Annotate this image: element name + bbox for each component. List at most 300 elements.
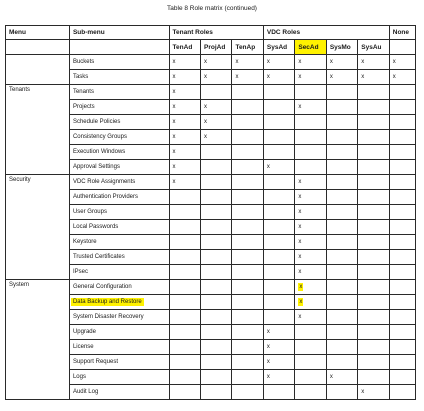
permission-cell <box>232 250 263 265</box>
permission-mark: x <box>329 59 333 65</box>
permission-cell <box>169 175 200 190</box>
permission-cell <box>295 160 326 175</box>
header-role-tenap: TenAp <box>232 40 263 55</box>
permission-cell <box>263 115 294 130</box>
permission-cell <box>295 85 326 100</box>
permission-cell <box>232 100 263 115</box>
permission-cell <box>358 310 390 325</box>
permission-cell <box>358 340 390 355</box>
header-menu: Menu <box>6 26 70 40</box>
header-row-2 <box>6 40 416 55</box>
permission-mark: x <box>266 164 270 170</box>
submenu-cell <box>69 340 169 355</box>
permission-mark: x <box>299 299 303 305</box>
submenu-cell <box>69 175 169 190</box>
permission-cell <box>295 145 326 160</box>
permission-cell <box>232 265 263 280</box>
permission-cell <box>358 100 390 115</box>
menu-cell <box>6 55 70 85</box>
permission-cell <box>295 115 326 130</box>
permission-mark: x <box>204 119 207 125</box>
permission-cell <box>326 385 357 400</box>
permission-cell <box>326 70 357 85</box>
permission-cell <box>358 355 390 370</box>
submenu-label: Authentication Providers <box>72 194 138 200</box>
permission-cell <box>169 160 200 175</box>
permission-cell <box>263 160 294 175</box>
permission-cell <box>389 55 415 70</box>
permission-cell <box>295 355 326 370</box>
permission-cell <box>358 235 390 250</box>
permission-mark: x <box>266 329 270 335</box>
permission-cell <box>169 70 200 85</box>
permission-cell <box>201 385 232 400</box>
permission-mark: x <box>266 74 270 80</box>
permission-mark: x <box>266 59 270 65</box>
table-caption: Table 8 Role matrix (continued) <box>167 5 257 12</box>
permission-cell <box>169 340 200 355</box>
permission-cell <box>169 115 200 130</box>
permission-cell <box>389 145 415 160</box>
permission-cell <box>232 325 263 340</box>
permission-mark: x <box>298 104 302 110</box>
permission-cell <box>326 235 357 250</box>
permission-cell <box>358 280 390 295</box>
permission-cell <box>263 130 294 145</box>
permission-mark: x <box>298 59 302 65</box>
submenu-label: Tasks <box>72 74 89 80</box>
permission-cell <box>389 70 415 85</box>
permission-cell <box>201 85 232 100</box>
header-blank <box>6 40 70 55</box>
permission-cell <box>389 385 415 400</box>
permission-cell <box>232 85 263 100</box>
permission-cell <box>232 340 263 355</box>
permission-cell <box>201 340 232 355</box>
permission-cell <box>169 55 200 70</box>
permission-cell <box>326 265 357 280</box>
permission-cell <box>295 250 326 265</box>
permission-cell <box>169 100 200 115</box>
permission-cell <box>295 100 326 115</box>
permission-cell <box>232 355 263 370</box>
permission-cell <box>358 55 390 70</box>
permission-mark: x <box>172 134 176 140</box>
submenu-label: Audit Log <box>72 389 99 395</box>
permission-mark: x <box>298 239 302 245</box>
submenu-label: Buckets <box>72 59 95 65</box>
permission-cell <box>232 280 263 295</box>
permission-cell <box>232 370 263 385</box>
header-submenu: Sub-menu <box>69 26 169 40</box>
permission-cell <box>389 160 415 175</box>
permission-cell <box>326 160 357 175</box>
permission-cell <box>201 55 232 70</box>
header-none: None <box>389 26 415 40</box>
submenu-label: VDC Role Assignments <box>72 179 136 185</box>
submenu-label: Data Backup and Restore <box>72 299 142 305</box>
submenu-cell <box>69 145 169 160</box>
permission-cell <box>201 220 232 235</box>
permission-cell <box>389 310 415 325</box>
permission-cell <box>263 295 294 310</box>
permission-cell <box>358 115 390 130</box>
permission-cell <box>232 55 263 70</box>
permission-cell <box>326 280 357 295</box>
permission-cell <box>169 205 200 220</box>
permission-mark: x <box>266 374 270 380</box>
permission-mark: x <box>266 359 270 365</box>
permission-cell <box>169 220 200 235</box>
permission-cell <box>232 235 263 250</box>
permission-cell <box>169 235 200 250</box>
permission-cell <box>201 325 232 340</box>
permission-cell <box>169 370 200 385</box>
submenu-label: Keystore <box>72 239 97 245</box>
submenu-cell <box>69 115 169 130</box>
header-tenant-roles: Tenant Roles <box>169 26 263 40</box>
submenu-label: System Disaster Recovery <box>72 314 144 320</box>
permission-cell <box>169 295 200 310</box>
submenu-label: Local Passwords <box>72 224 119 230</box>
permission-mark: x <box>172 164 176 170</box>
submenu-label: License <box>72 344 94 350</box>
permission-cell <box>295 310 326 325</box>
permission-cell <box>358 385 390 400</box>
submenu-cell <box>69 70 169 85</box>
permission-cell <box>263 175 294 190</box>
permission-cell <box>263 385 294 400</box>
table-row <box>6 175 416 190</box>
permission-cell <box>358 160 390 175</box>
permission-cell <box>232 295 263 310</box>
permission-cell <box>389 280 415 295</box>
permission-mark: x <box>172 104 176 110</box>
matrix-body <box>6 55 416 400</box>
permission-cell <box>326 130 357 145</box>
permission-cell <box>201 370 232 385</box>
permission-cell <box>295 205 326 220</box>
submenu-cell <box>69 295 169 310</box>
permission-cell <box>263 355 294 370</box>
permission-cell <box>295 265 326 280</box>
permission-cell <box>358 145 390 160</box>
role-matrix-table <box>5 25 416 400</box>
submenu-label: General Configuration <box>72 284 132 290</box>
submenu-label: Support Request <box>72 359 118 365</box>
permission-cell <box>389 175 415 190</box>
permission-cell <box>201 310 232 325</box>
permission-cell <box>295 55 326 70</box>
permission-cell <box>263 310 294 325</box>
permission-cell <box>201 355 232 370</box>
permission-cell <box>326 310 357 325</box>
permission-cell <box>295 340 326 355</box>
submenu-label: Approval Settings <box>72 164 120 170</box>
permission-mark: x <box>329 374 333 380</box>
permission-cell <box>201 190 232 205</box>
permission-mark: x <box>298 269 302 275</box>
permission-cell <box>263 100 294 115</box>
submenu-cell <box>69 280 169 295</box>
submenu-cell <box>69 100 169 115</box>
permission-cell <box>232 220 263 235</box>
submenu-cell <box>69 130 169 145</box>
header-role-sysmo: SysMo <box>326 40 357 55</box>
permission-cell <box>295 295 326 310</box>
permission-cell <box>263 325 294 340</box>
permission-cell <box>358 130 390 145</box>
permission-cell <box>295 385 326 400</box>
permission-cell <box>326 250 357 265</box>
permission-cell <box>326 205 357 220</box>
permission-mark: x <box>172 89 176 95</box>
permission-mark: x <box>298 254 302 260</box>
submenu-cell <box>69 310 169 325</box>
permission-mark: x <box>298 314 302 320</box>
permission-cell <box>201 235 232 250</box>
permission-mark: x <box>204 104 207 110</box>
submenu-label: Consistency Groups <box>72 134 127 140</box>
header-role-tenad: TenAd <box>169 40 200 55</box>
permission-cell <box>389 190 415 205</box>
permission-cell <box>389 265 415 280</box>
permission-cell <box>263 190 294 205</box>
permission-mark: x <box>361 389 365 395</box>
permission-mark: x <box>266 344 270 350</box>
permission-cell <box>263 265 294 280</box>
permission-cell <box>232 145 263 160</box>
submenu-cell <box>69 370 169 385</box>
submenu-label: Upgrade <box>72 329 96 335</box>
permission-cell <box>326 295 357 310</box>
permission-mark: x <box>172 119 176 125</box>
permission-mark: x <box>204 59 207 65</box>
permission-cell <box>295 190 326 205</box>
permission-cell <box>232 385 263 400</box>
permission-cell <box>169 85 200 100</box>
submenu-cell <box>69 355 169 370</box>
permission-cell <box>326 325 357 340</box>
submenu-cell <box>69 250 169 265</box>
submenu-label: Execution Windows <box>72 149 126 155</box>
permission-cell <box>232 130 263 145</box>
permission-cell <box>201 100 232 115</box>
permission-cell <box>389 355 415 370</box>
permission-cell <box>389 220 415 235</box>
permission-cell <box>326 145 357 160</box>
permission-cell <box>326 175 357 190</box>
permission-mark: x <box>235 59 239 65</box>
submenu-cell <box>69 55 169 70</box>
permission-cell <box>358 265 390 280</box>
submenu-label: Tenants <box>72 89 94 95</box>
permission-cell <box>263 280 294 295</box>
permission-cell <box>389 370 415 385</box>
permission-cell <box>263 205 294 220</box>
permission-cell <box>263 145 294 160</box>
permission-cell <box>201 160 232 175</box>
permission-cell <box>358 85 390 100</box>
permission-cell <box>263 220 294 235</box>
permission-mark: x <box>298 209 302 215</box>
permission-cell <box>232 205 263 220</box>
permission-cell <box>358 70 390 85</box>
permission-cell <box>169 325 200 340</box>
permission-cell <box>389 85 415 100</box>
permission-cell <box>295 70 326 85</box>
submenu-label: Schedule Policies <box>72 119 121 125</box>
permission-cell <box>389 130 415 145</box>
permission-cell <box>358 190 390 205</box>
header-row-1 <box>6 26 416 40</box>
permission-cell <box>326 115 357 130</box>
permission-cell <box>295 175 326 190</box>
permission-cell <box>295 325 326 340</box>
submenu-cell <box>69 325 169 340</box>
permission-cell <box>201 205 232 220</box>
permission-cell <box>201 70 232 85</box>
permission-cell <box>389 325 415 340</box>
submenu-label: Projects <box>72 104 95 110</box>
header-vdc-roles: VDC Roles <box>263 26 389 40</box>
submenu-cell <box>69 385 169 400</box>
permission-mark: x <box>172 74 176 80</box>
permission-cell <box>169 355 200 370</box>
permission-cell <box>358 175 390 190</box>
permission-cell <box>326 190 357 205</box>
permission-cell <box>232 160 263 175</box>
permission-cell <box>295 220 326 235</box>
permission-cell <box>201 145 232 160</box>
header-role-sysau: SysAu <box>358 40 390 55</box>
menu-cell: Security <box>6 175 70 280</box>
permission-cell <box>389 340 415 355</box>
permission-cell <box>326 355 357 370</box>
permission-mark: x <box>299 284 303 290</box>
permission-cell <box>201 130 232 145</box>
permission-cell <box>326 100 357 115</box>
permission-cell <box>169 310 200 325</box>
permission-mark: x <box>392 59 396 65</box>
permission-mark: x <box>204 74 207 80</box>
table-row <box>6 85 416 100</box>
permission-cell <box>263 250 294 265</box>
submenu-label: Trusted Certificates <box>72 254 125 260</box>
permission-cell <box>263 70 294 85</box>
permission-mark: x <box>298 224 302 230</box>
permission-cell <box>358 295 390 310</box>
permission-cell <box>358 220 390 235</box>
menu-cell: System <box>6 280 70 400</box>
permission-cell <box>326 370 357 385</box>
submenu-cell <box>69 160 169 175</box>
permission-cell <box>169 250 200 265</box>
permission-mark: x <box>204 134 207 140</box>
permission-cell <box>389 295 415 310</box>
permission-cell <box>326 340 357 355</box>
permission-cell <box>201 295 232 310</box>
permission-cell <box>295 280 326 295</box>
permission-cell <box>263 55 294 70</box>
permission-cell <box>326 85 357 100</box>
permission-cell <box>295 370 326 385</box>
permission-cell <box>358 205 390 220</box>
permission-cell <box>263 85 294 100</box>
submenu-cell <box>69 85 169 100</box>
permission-cell <box>169 385 200 400</box>
header-role-sysad: SysAd <box>263 40 294 55</box>
permission-cell <box>232 175 263 190</box>
header-role-secad: SecAd <box>295 40 326 55</box>
permission-cell <box>201 115 232 130</box>
permission-cell <box>358 370 390 385</box>
permission-cell <box>389 100 415 115</box>
permission-cell <box>169 190 200 205</box>
permission-cell <box>326 220 357 235</box>
submenu-label: IPsec <box>72 269 88 275</box>
header-role-projad: ProjAd <box>201 40 232 55</box>
submenu-cell <box>69 265 169 280</box>
permission-mark: x <box>361 74 365 80</box>
submenu-label: Logs <box>72 374 86 380</box>
permission-mark: x <box>235 74 239 80</box>
table-row <box>6 280 416 295</box>
permission-cell <box>358 325 390 340</box>
permission-mark: x <box>298 74 302 80</box>
header-blank <box>69 40 169 55</box>
permission-cell <box>169 280 200 295</box>
permission-mark: x <box>298 194 302 200</box>
permission-mark: x <box>172 179 176 185</box>
permission-cell <box>263 340 294 355</box>
permission-cell <box>201 250 232 265</box>
submenu-cell <box>69 235 169 250</box>
permission-cell <box>389 250 415 265</box>
header-blank <box>389 40 415 55</box>
permission-cell <box>263 370 294 385</box>
permission-mark: x <box>298 179 302 185</box>
permission-cell <box>295 235 326 250</box>
permission-cell <box>232 70 263 85</box>
permission-cell <box>389 235 415 250</box>
permission-mark: x <box>361 59 365 65</box>
permission-cell <box>232 115 263 130</box>
permission-cell <box>232 190 263 205</box>
submenu-label: User Groups <box>72 209 107 215</box>
permission-cell <box>201 175 232 190</box>
permission-cell <box>169 145 200 160</box>
permission-mark: x <box>172 59 176 65</box>
permission-cell <box>389 205 415 220</box>
permission-cell <box>201 280 232 295</box>
submenu-cell <box>69 190 169 205</box>
permission-mark: x <box>172 149 176 155</box>
submenu-cell <box>69 205 169 220</box>
permission-cell <box>169 265 200 280</box>
permission-mark: x <box>329 74 333 80</box>
permission-cell <box>232 310 263 325</box>
table-row <box>6 55 416 70</box>
permission-cell <box>295 130 326 145</box>
submenu-cell <box>69 220 169 235</box>
permission-cell <box>326 55 357 70</box>
permission-cell <box>358 250 390 265</box>
permission-cell <box>389 115 415 130</box>
permission-cell <box>263 235 294 250</box>
permission-mark: x <box>392 74 396 80</box>
menu-cell: Tenants <box>6 85 70 175</box>
